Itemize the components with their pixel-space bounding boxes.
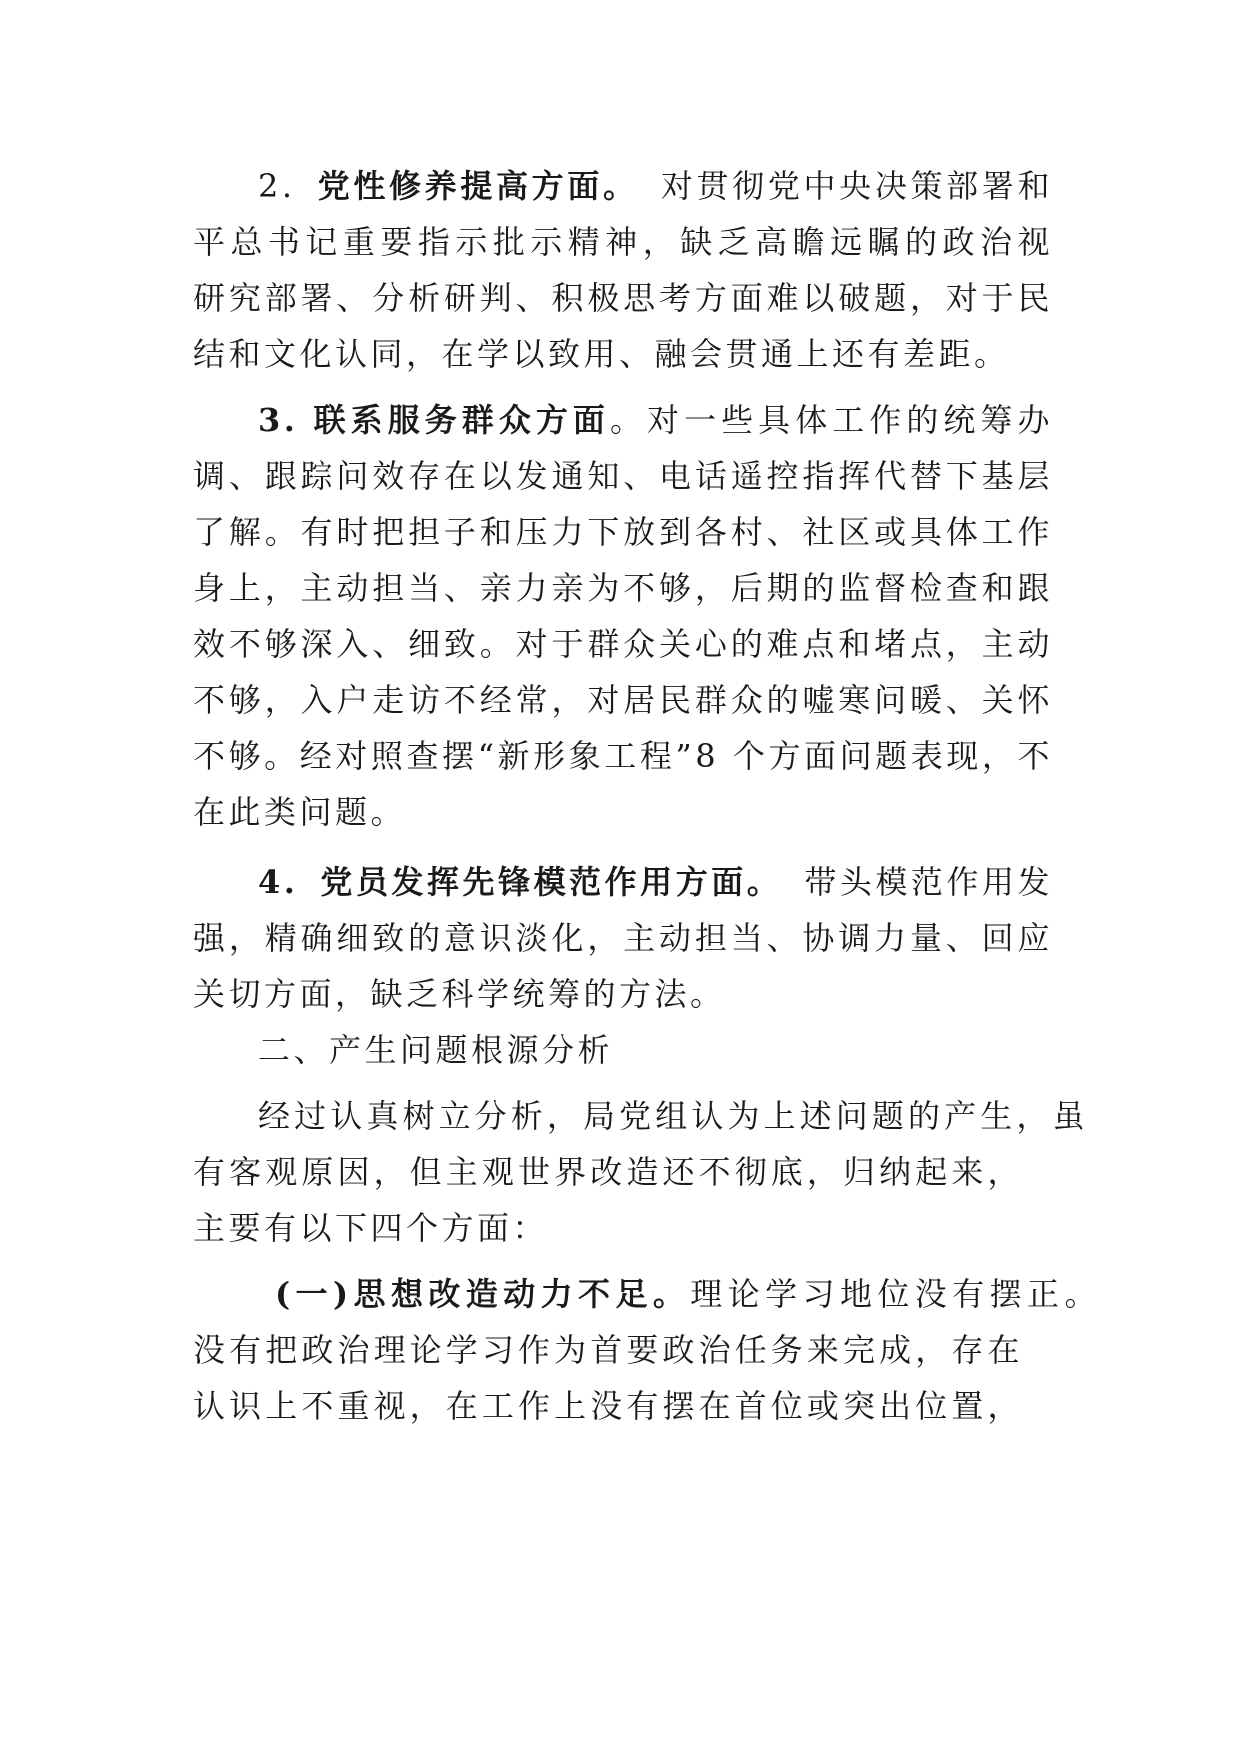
section-2-first-line [258,166,1053,206]
paragraph-line: 没有把政治理论学习作为首要政治任务来完成，存在 [193,1331,1023,1369]
paragraph-line: 了解。有时把担子和压力下放到各村、社区或具体工作 [193,513,1053,551]
sub-1-text: 理论学习地位没有摆正。 [690,1275,1100,1313]
paragraph-line: 身上，主动担当、亲力亲为不够，后期的监督检查和跟 [193,569,1053,607]
section-2-text: 对贯彻党中央决策部署和 [660,167,1053,205]
sub-1-first-line [275,1274,1100,1314]
section-4-number: 4. [258,863,299,901]
paragraph-line: 有客观原因，但主观世界改造还不彻底，归纳起来， [193,1153,1023,1191]
paragraph-line: 研究部署、分析研判、积极思考方面难以破题，对于民 [193,279,1053,317]
section-2-number: 2. [258,167,296,205]
section-3-first-line [258,400,1053,440]
paragraph-line: 效不够深入、细致。对于群众关心的难点和堵点，主动 [193,625,1053,663]
section-3-number: 3. [258,401,299,439]
paragraph-line: 平总书记重要指示批示精神，缺乏高瞻远瞩的政治视 [193,223,1053,261]
paragraph-line: 经过认真树立分析，局党组认为上述问题的产生，虽 [258,1097,1088,1135]
section-2-heading: 党性修养提高方面。 [317,167,639,205]
paragraph-line: 主要有以下四个方面： [193,1209,549,1247]
paragraph-line: 调、跟踪问效存在以发通知、电话遥控指挥代替下基层 [193,457,1053,495]
part-2-title: 二、产生问题根源分析 [258,1031,614,1069]
paragraph-line: 认识上不重视，在工作上没有摆在首位或突出位置， [193,1387,1023,1425]
paragraph-line: 结和文化认同，在学以致用、融会贯通上还有差距。 [193,335,1010,373]
section-3-text: 。对一些具体工作的统筹办 [609,401,1053,439]
paragraph-line: 在此类问题。 [193,793,407,831]
paragraph-line: 不够，入户走访不经常，对居民群众的嘘寒问暖、关怀 [193,681,1053,719]
paragraph-line: 不够。经对照查摆“新形象工程”8 个方面问题表现，不 [193,737,1053,775]
sub-1-heading: (一)思想改造动力不足。 [275,1275,691,1313]
section-4-heading: 党员发挥先锋模范作用方面。 [320,863,783,901]
section-3-heading: 联系服务群众方面 [313,401,610,439]
paragraph-line: 关切方面，缺乏科学统筹的方法。 [193,975,726,1013]
section-4-text: 带头模范作用发 [804,863,1053,901]
section-4-first-line [258,862,1053,902]
paragraph-line: 强，精确细致的意识淡化，主动担当、协调力量、回应 [193,919,1053,957]
